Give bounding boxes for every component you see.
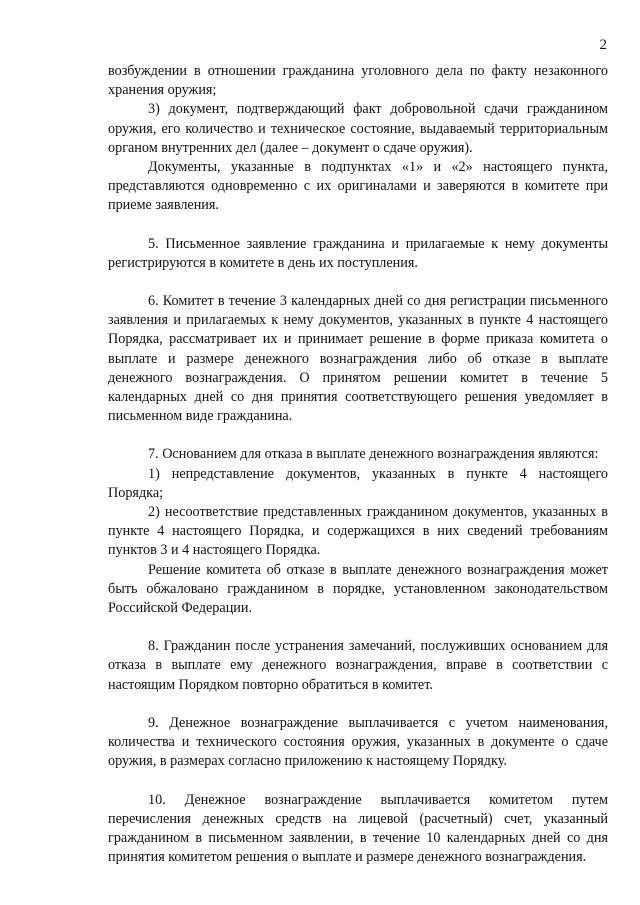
paragraph-clause-7-item-1: 1) непредставление документов, указанных в пункте 4 настоящего Порядка; <box>108 465 608 501</box>
paragraph-clause-7-item-2: 2) несоответствие представленных гражданином документов, указанных в пункте 4 настоящего Порядка, и содержащихся в них сведений требованиям пунктов 3 и 4 настоящего Порядка. <box>108 504 608 559</box>
paragraph-clause-5: 5. Письменное заявление гражданина и прилагаемые к нему документы регистрируются в комитете в день их поступления. <box>108 235 608 271</box>
paragraph-clause-9: 9. Денежное вознаграждение выплачивается с учетом наименования, количества и технического состояния оружия, указанных в документе о сдаче оружия, в размерах согласно приложению к настоящему Порядку. <box>108 714 608 770</box>
paragraph-clause-8: 8. Гражданин после устранения замечаний, послуживших основанием для отказа в выплате ему денежного вознаграждения, вправе в соответствии с настоящим Порядком повторно обратиться в комитет. <box>108 638 608 693</box>
paragraph-item-3: 3) документ, подтверждающий факт добровольной сдачи гражданином оружия, его количество и техническое состояние, выдаваемый территориальным органом внутренних дел (далее – документ о сдаче оружия). <box>108 101 608 156</box>
paragraph-clause-10: 10. Денежное вознаграждение выплачивается комитетом путем перечисления денежных средств на лицевой (расчетный) счет, указанный гражданином в письменном заявлении, в течение 10 календарных дней со дня принятия комитетом решения о выплате и размере денежного вознаграждения. <box>108 791 608 866</box>
document-body <box>108 62 608 867</box>
paragraph-clause-7-appeal: Решение комитета об отказе в выплате денежного вознаграждения может быть обжаловано гражданином в порядке, установленном законодательством Российской Федерации. <box>108 561 608 617</box>
page-number: 2 <box>599 37 607 53</box>
paragraph-continuation: возбуждении в отношении гражданина уголовного дела по факту незаконного хранения оружия; <box>108 63 608 99</box>
paragraph-clause-7: 7. Основанием для отказа в выплате денежного вознаграждения являются: <box>148 446 599 463</box>
paragraph-clause-6: 6. Комитет в течение 3 календарных дней со дня регистрации письменного заявления и прилагаемых к нему документов, указанных в пункте 4 настоящего Порядка, рассматривает их и принимает решение в форме приказа комитета о выплате и размере денежного вознаграждения либо об отказе в выплате денежного вознаграждения. О принятом решении комитет в течение 5 календарных дней со дня принятия соответствующего решения уведомляет в письменном виде гражданина. <box>108 293 608 425</box>
paragraph-documents-note: Документы, указанные в подпунктах «1» и «2» настоящего пункта, представляются одновременно с их оригиналами и заверяются в комитете при приеме заявления. <box>108 159 608 214</box>
